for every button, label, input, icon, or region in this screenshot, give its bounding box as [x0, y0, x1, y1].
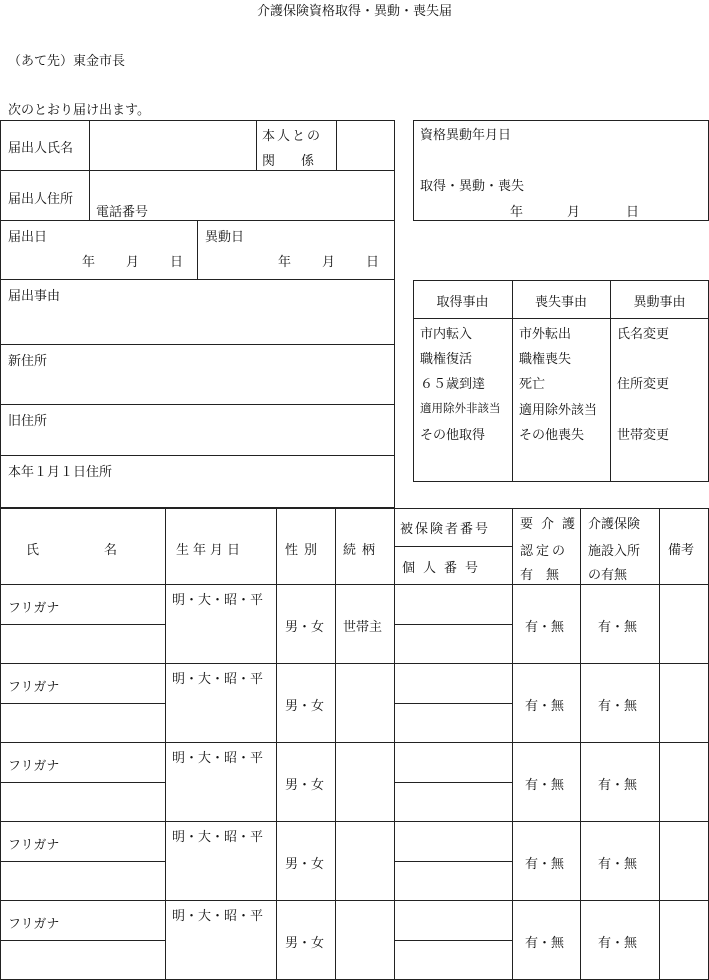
- reason-acq-item: その他取得: [420, 428, 486, 443]
- row-sex-options[interactable]: 男・女: [285, 778, 325, 793]
- qualification-date-label: 資格異動年月日: [420, 128, 512, 143]
- new-address-label: 新住所: [8, 354, 48, 369]
- row-care-cert-options[interactable]: 有・無: [525, 699, 565, 714]
- qualification-type-label: 取得・異動・喪失: [420, 179, 525, 194]
- filing-date-year: 年: [82, 255, 96, 270]
- reason-header-loss: 喪失事由: [534, 295, 587, 310]
- col-header-sex: 性別: [285, 543, 324, 558]
- filing-date-field[interactable]: [1, 221, 197, 279]
- applicant-address-label: 届出人住所: [8, 192, 74, 207]
- reason-loss-item: 職権喪失: [519, 352, 572, 367]
- filing-date-month: 月: [126, 255, 140, 270]
- row-facility-options[interactable]: 有・無: [598, 936, 638, 951]
- relation-field[interactable]: [337, 121, 394, 170]
- row-era-options[interactable]: 明・大・昭・平: [172, 593, 264, 608]
- col-header-relation: 続柄: [343, 543, 382, 558]
- reason-change-item: 住所変更: [617, 377, 670, 392]
- col-header-notes: 備考: [668, 543, 695, 558]
- row-era-options[interactable]: 明・大・昭・平: [172, 751, 264, 766]
- jan1-address-field[interactable]: [1, 456, 394, 507]
- relation-label-line2: 関 係: [262, 154, 315, 169]
- row-care-cert-options[interactable]: 有・無: [525, 936, 565, 951]
- reason-loss-item: 死亡: [519, 377, 546, 392]
- reason-change-item: 氏名変更: [617, 327, 670, 342]
- old-address-label: 旧住所: [8, 414, 48, 429]
- col-header-facility-1: 介護保険: [588, 517, 641, 532]
- reason-header-change: 異動事由: [633, 295, 686, 310]
- new-address-field[interactable]: [1, 345, 394, 404]
- row-care-cert-options[interactable]: 有・無: [525, 857, 565, 872]
- qualification-day: 日: [626, 205, 640, 220]
- applicant-name-field[interactable]: [90, 121, 256, 170]
- row-furigana-label: フリガナ: [8, 759, 60, 774]
- col-header-care-cert-1: 要介護: [520, 517, 584, 532]
- qualification-month: 月: [567, 205, 581, 220]
- row-facility-options[interactable]: 有・無: [598, 620, 638, 635]
- col-header-care-cert-2: 認定の: [520, 544, 569, 559]
- row-era-options[interactable]: 明・大・昭・平: [172, 909, 264, 924]
- addressee: （あて先）東金市長: [8, 54, 126, 69]
- applicant-name-label: 届出人氏名: [8, 141, 74, 156]
- filing-date-label: 届出日: [8, 230, 48, 245]
- change-date-month: 月: [322, 255, 336, 270]
- reason-header-acquisition: 取得事由: [436, 295, 489, 310]
- row-furigana-label: フリガナ: [8, 838, 60, 853]
- col-header-insured-no: 被保険者番号: [400, 522, 491, 537]
- reason-acq-item: ６５歳到達: [420, 377, 486, 392]
- row-era-options[interactable]: 明・大・昭・平: [172, 830, 264, 845]
- reason-acq-item: 適用除外非該当: [420, 401, 501, 415]
- old-address-field[interactable]: [1, 405, 394, 455]
- row-furigana-label: フリガナ: [8, 680, 60, 695]
- jan1-address-label: 本年１月１日住所: [8, 465, 113, 480]
- col-header-facility-2: 施設入所: [588, 544, 641, 559]
- row-facility-options[interactable]: 有・無: [598, 699, 638, 714]
- relation-label-line1: 本人との: [262, 129, 323, 144]
- row-era-options[interactable]: 明・大・昭・平: [172, 672, 264, 687]
- row-facility-options[interactable]: 有・無: [598, 778, 638, 793]
- change-date-year: 年: [278, 255, 292, 270]
- row-care-cert-options[interactable]: 有・無: [525, 620, 565, 635]
- row-furigana-label: フリガナ: [8, 601, 60, 616]
- col-header-care-cert-3: 有 無: [520, 568, 560, 583]
- reason-loss-item: 市外転出: [519, 327, 572, 342]
- change-date-field[interactable]: [198, 221, 394, 279]
- row-sex-options[interactable]: 男・女: [285, 936, 325, 951]
- reason-acq-item: 市内転入: [420, 327, 473, 342]
- row-sex-options[interactable]: 男・女: [285, 620, 325, 635]
- col-header-personal-no: 個人番号: [402, 561, 487, 576]
- change-date-label: 異動日: [205, 230, 245, 245]
- row-sex-options[interactable]: 男・女: [285, 857, 325, 872]
- col-header-facility-3: の有無: [588, 568, 628, 583]
- row-furigana-label: フリガナ: [8, 917, 60, 932]
- reason-acq-item: 職権復活: [420, 352, 473, 367]
- reason-field[interactable]: [1, 280, 394, 344]
- row-relation[interactable]: 世帯主: [343, 620, 383, 635]
- intro-text: 次のとおり届け出ます。: [8, 103, 150, 118]
- row-facility-options[interactable]: 有・無: [598, 857, 638, 872]
- phone-label: 電話番号: [96, 205, 149, 220]
- row-care-cert-options[interactable]: 有・無: [525, 778, 565, 793]
- reason-loss-item: 適用除外該当: [519, 403, 598, 418]
- reason-change-item: 世帯変更: [617, 428, 670, 443]
- qualification-year: 年: [510, 205, 524, 220]
- form-title: 介護保険資格取得・異動・喪失届: [256, 4, 452, 19]
- change-date-day: 日: [366, 255, 380, 270]
- col-header-dob: 生年月日: [176, 543, 245, 558]
- reason-loss-item: その他喪失: [519, 428, 585, 443]
- filing-date-day: 日: [170, 255, 184, 270]
- col-header-name: 氏 名: [26, 543, 118, 558]
- row-sex-options[interactable]: 男・女: [285, 699, 325, 714]
- reason-label: 届出事由: [8, 289, 61, 304]
